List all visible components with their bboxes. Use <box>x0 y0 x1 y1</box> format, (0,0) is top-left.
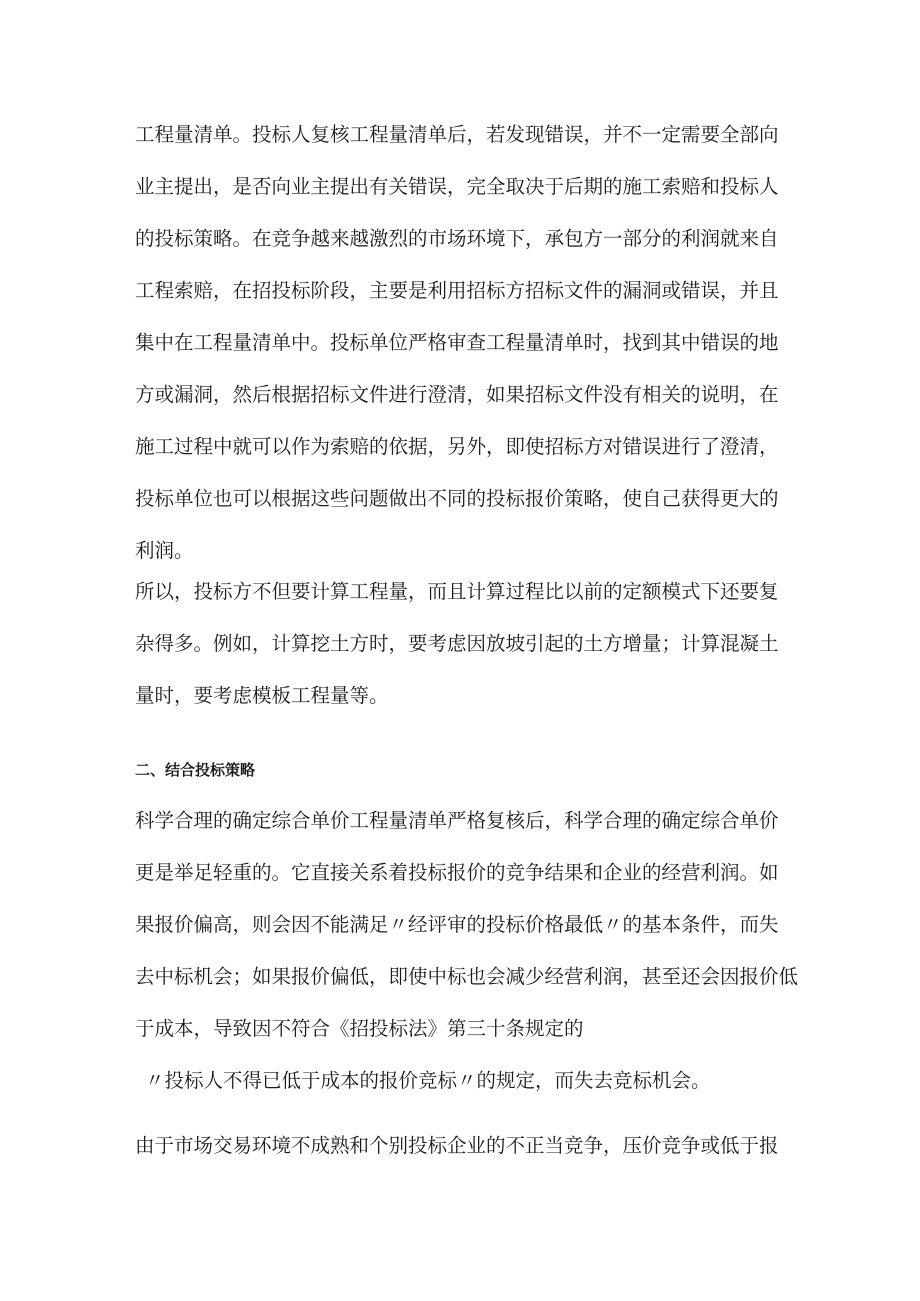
paragraph-quantity-calculation <box>135 566 795 722</box>
text-line: 投标单位也可以根据这些问题做出不同的投标报价策略，使自己获得更大的 <box>135 487 779 510</box>
text-line: 更是举足轻重的。它直接关系着投标报价的竞争结果和企业的经营利润。如 <box>135 861 779 884</box>
text-line: 业主提出，是否向业主提出有关错误，完全取决于后期的施工索赔和投标人 <box>135 175 779 198</box>
text-line: 〃投标人不得已低于成本的报价竞标〃的规定，而失去竞标机会。 <box>145 1069 711 1092</box>
paragraph-market-environment <box>135 1120 795 1172</box>
text-line: 由于市场交易环境不成熟和个别投标企业的不正当竞争，压价竞争或低于报 <box>135 1134 779 1157</box>
text-line: 工程索赔，在招投标阶段，主要是利用招标方招标文件的漏洞或错误，并且 <box>135 279 779 302</box>
text-line: 所以，投标方不但要计算工程量，而且计算过程比以前的定额模式下还要复 <box>135 580 779 603</box>
text-line: 科学合理的确定综合单价工程量清单严格复核后，科学合理的确定综合单价 <box>135 809 779 832</box>
text-line: 方或漏洞，然后根据招标文件进行澄清，如果招标文件没有相关的说明，在 <box>135 383 779 406</box>
text-line: 杂得多。例如，计算挖土方时，要考虑因放坡引起的土方增量；计算混凝土 <box>135 632 779 655</box>
text-line: 于成本，导致因不符合《招投标法》第三十条规定的 <box>135 1017 584 1040</box>
text-line: 量时，要考虑模板工程量等。 <box>135 684 389 707</box>
text-line: 施工过程中就可以作为索赔的依据，另外，即使招标方对错误进行了澄清， <box>135 435 779 458</box>
text-line: 集中在工程量清单中。投标单位严格审查工程量清单时，找到其中错误的地 <box>135 331 779 354</box>
paragraph-bill-review <box>135 109 795 577</box>
section-heading: 二、结合投标策略 <box>135 761 256 779</box>
paragraph-unit-price <box>135 795 799 1107</box>
text-line: 利润。 <box>135 539 194 562</box>
text-line: 的投标策略。在竞争越来越激烈的市场环境下，承包方一部分的利润就来自 <box>135 227 779 250</box>
text-line: 去中标机会；如果报价偏低，即使中标也会减少经营利润，甚至还会因报价低 <box>135 965 799 988</box>
text-line: 工程量清单。投标人复核工程量清单后，若发现错误，并不一定需要全部向 <box>135 123 779 146</box>
text-line: 果报价偏高，则会因不能满足〃经评审的投标价格最低〃的基本条件，而失 <box>135 913 779 936</box>
